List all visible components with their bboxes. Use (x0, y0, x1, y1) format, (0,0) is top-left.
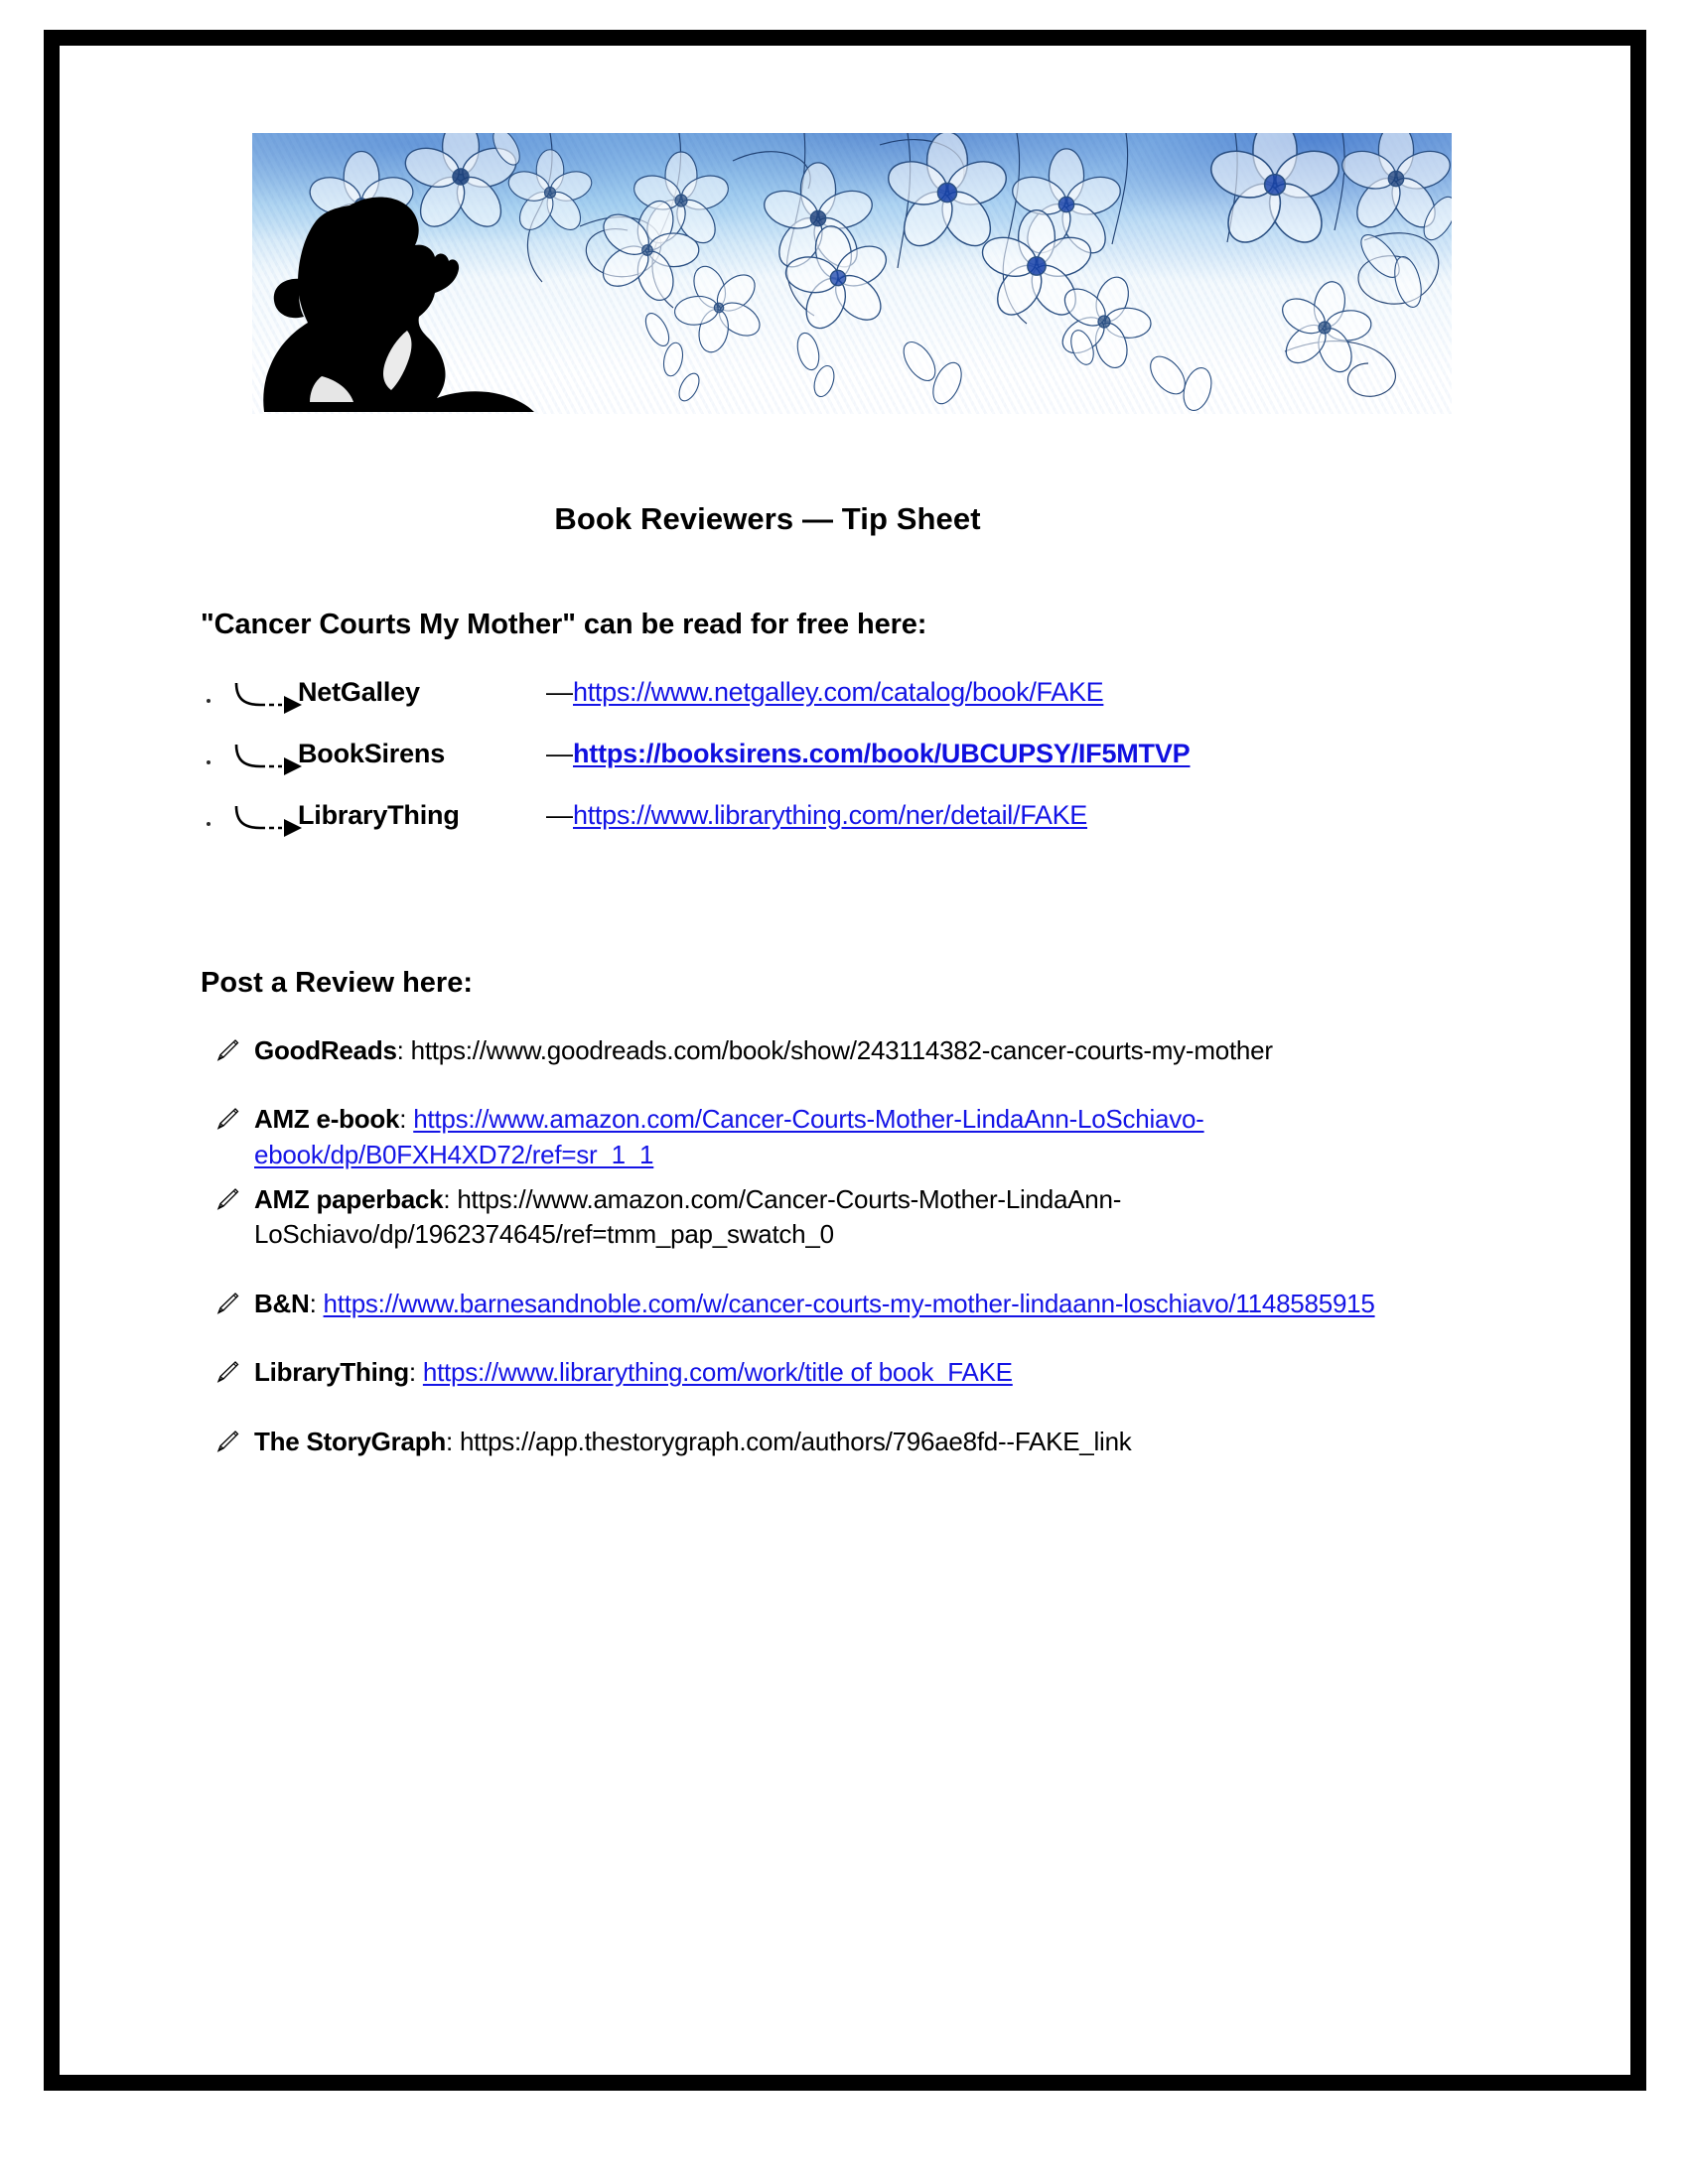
free-read-item-booksirens (201, 739, 1501, 800)
em-dash: — (546, 677, 573, 707)
header-banner-image (252, 133, 1452, 414)
review-item-url[interactable]: https://www.barnesandnoble.com/w/cancer-courts-my-mother-lindaann-loschiavo/1148585915 (323, 1288, 1375, 1318)
document-content (201, 133, 1501, 1493)
review-item-separator: : (396, 1035, 411, 1065)
review-item-url: https://www.amazon.com/Cancer-Courts-Mother-LindaAnn-LoSchiavo/dp/1962374645/ref=tmm_pap_swatch_0 (254, 1184, 1122, 1250)
review-item-separator: : (399, 1104, 414, 1135)
review-item-url: https://www.goodreads.com/book/show/243114382-cancer-courts-my-mother (410, 1035, 1273, 1065)
curved-arrow-icon (226, 739, 312, 780)
free-read-item-netgalley (201, 677, 1501, 739)
review-item-label: B&N (254, 1288, 310, 1318)
free-read-heading: "Cancer Courts My Mother" can be read for free here: (201, 609, 927, 640)
review-item-label: The StoryGraph (254, 1426, 446, 1456)
page-title: Book Reviewers — Tip Sheet (554, 501, 981, 536)
curved-arrow-icon (226, 800, 312, 842)
bullet-dot-icon (207, 822, 211, 826)
pencil-icon (214, 1291, 240, 1316)
em-dash: — (546, 739, 573, 768)
review-item-separator: : (445, 1426, 460, 1456)
review-item-label: GoodReads (254, 1035, 397, 1065)
free-read-list (201, 677, 1501, 862)
pencil-icon (214, 1359, 240, 1385)
free-read-item-label: BookSirens (298, 739, 446, 768)
review-item-bn (201, 1287, 1501, 1321)
review-item-url[interactable]: https://www.librarything.com/work/title of book_FAKE (422, 1357, 1013, 1388)
review-item-separator: : (443, 1184, 458, 1215)
bullet-dot-icon (207, 760, 211, 764)
page-sheet (58, 44, 1632, 2077)
pencil-icon (214, 1037, 240, 1063)
free-read-item-link[interactable]: https://www.netgalley.com/catalog/book/FAKE (573, 677, 1104, 707)
pencil-icon (214, 1106, 240, 1132)
review-item-label: AMZ e-book (254, 1104, 400, 1135)
page-border (44, 30, 1646, 2091)
post-review-list (201, 1033, 1501, 1459)
review-item-separator: : (408, 1357, 423, 1388)
review-item-url[interactable]: https://www.amazon.com/Cancer-Courts-Mother-LindaAnn-LoSchiavo-ebook/dp/B0FXH4XD72/ref=sr_1_1 (254, 1104, 1204, 1169)
review-item-label: LibraryThing (254, 1357, 409, 1388)
review-item-storygraph (201, 1425, 1501, 1459)
free-read-item-link[interactable]: https://www.librarything.com/ner/detail/FAKE (573, 800, 1088, 830)
review-item-amz-paperback (201, 1182, 1501, 1253)
bullet-dot-icon (207, 699, 211, 703)
curved-arrow-icon (226, 677, 312, 719)
free-read-item-librarything (201, 800, 1501, 862)
pencil-icon (214, 1429, 240, 1454)
review-item-amz-ebook (201, 1102, 1501, 1172)
review-item-url: https://app.thestorygraph.com/authors/796ae8fd--FAKE_link (459, 1426, 1132, 1456)
review-item-separator: : (309, 1288, 324, 1318)
free-read-item-label: NetGalley (298, 677, 420, 707)
pencil-icon (214, 1186, 240, 1212)
free-read-item-label: LibraryThing (298, 800, 460, 830)
em-dash: — (546, 800, 573, 830)
free-read-item-link[interactable]: https://booksirens.com/book/UBCUPSY/IF5MTVP (573, 739, 1191, 768)
review-item-librarything (201, 1355, 1501, 1390)
post-review-heading: Post a Review here: (201, 967, 473, 999)
review-item-goodreads (201, 1033, 1501, 1068)
woman-silhouette-icon (258, 192, 546, 414)
review-item-label: AMZ paperback (254, 1184, 444, 1215)
